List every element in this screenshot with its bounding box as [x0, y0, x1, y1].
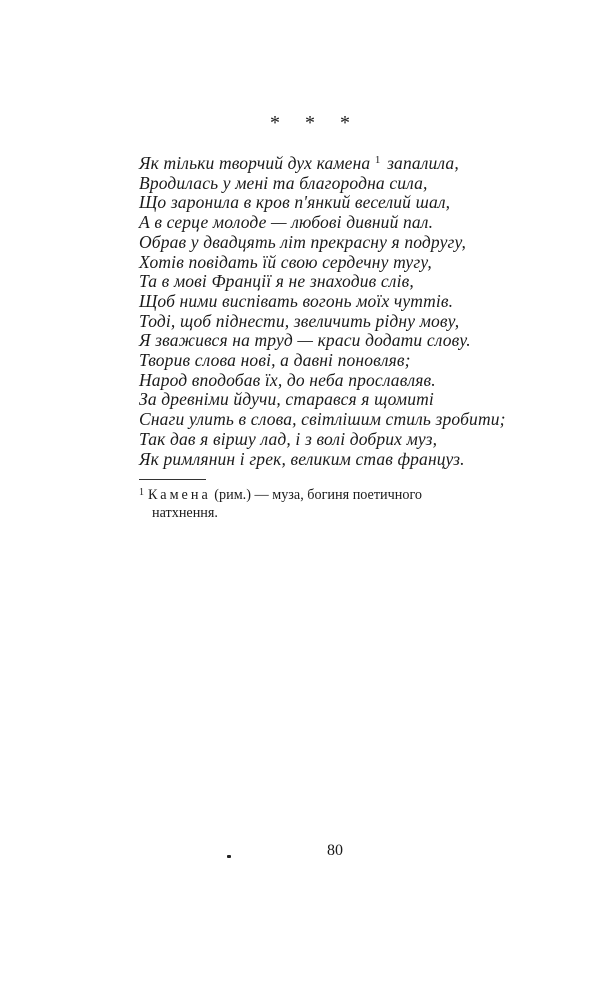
footnote-marker: 1 [139, 487, 144, 498]
poem-line: Та в мові Франції я не знаходив слів, [139, 271, 414, 292]
poem-line: Я зважився на труд — краси додати слову. [139, 330, 471, 351]
poem-line: За древніми йдучи, старався я щомиті [139, 389, 434, 410]
section-ornament: * * * [270, 112, 360, 134]
poem-line: Творив слова нові, а давні поновляв; [139, 350, 411, 371]
footnote-reference[interactable]: 1 [374, 154, 381, 166]
poem-line: А в серце молоде — любові дивний пал. [139, 212, 434, 233]
poem-line: Як римлянин і грек, великим став француз. [139, 448, 465, 469]
footnote-text-continuation: натхнення. [152, 505, 218, 521]
poem [139, 154, 506, 469]
poem-line: Обрав у двадцять літ прекрасну я подругу, [139, 231, 467, 252]
poem-line: Вродилась у мені та благородна сила, [139, 172, 428, 193]
poem-line: Щоб ними виспівать вогонь моїх чуттів. [139, 290, 454, 311]
poem-line: Тоді, щоб піднести, звеличить рідну мову, [139, 310, 460, 331]
page-number: 80 [327, 842, 343, 859]
footnote [139, 486, 519, 522]
footnote-term: Камена [148, 487, 211, 503]
poem-line: Народ вподобав їх, до неба прославляв. [139, 369, 436, 390]
poem-line: Як тільки творчий дух камена $^1$ запалила, [139, 153, 459, 173]
footnote-divider [139, 479, 206, 480]
poem-line: Що заронила в кров п'янкий веселий шал, [139, 192, 451, 213]
poem-line: Хотів повідать їй свою сердечну тугу, [139, 251, 432, 272]
poem-line: Снаги улить в слова, світлішим стиль зробити; [139, 409, 506, 430]
poem-line: Так дав я віршу лад, і з волі добрих муз, [139, 428, 438, 449]
footnote-text: (рим.) — муза, богиня поетичного [210, 487, 423, 503]
